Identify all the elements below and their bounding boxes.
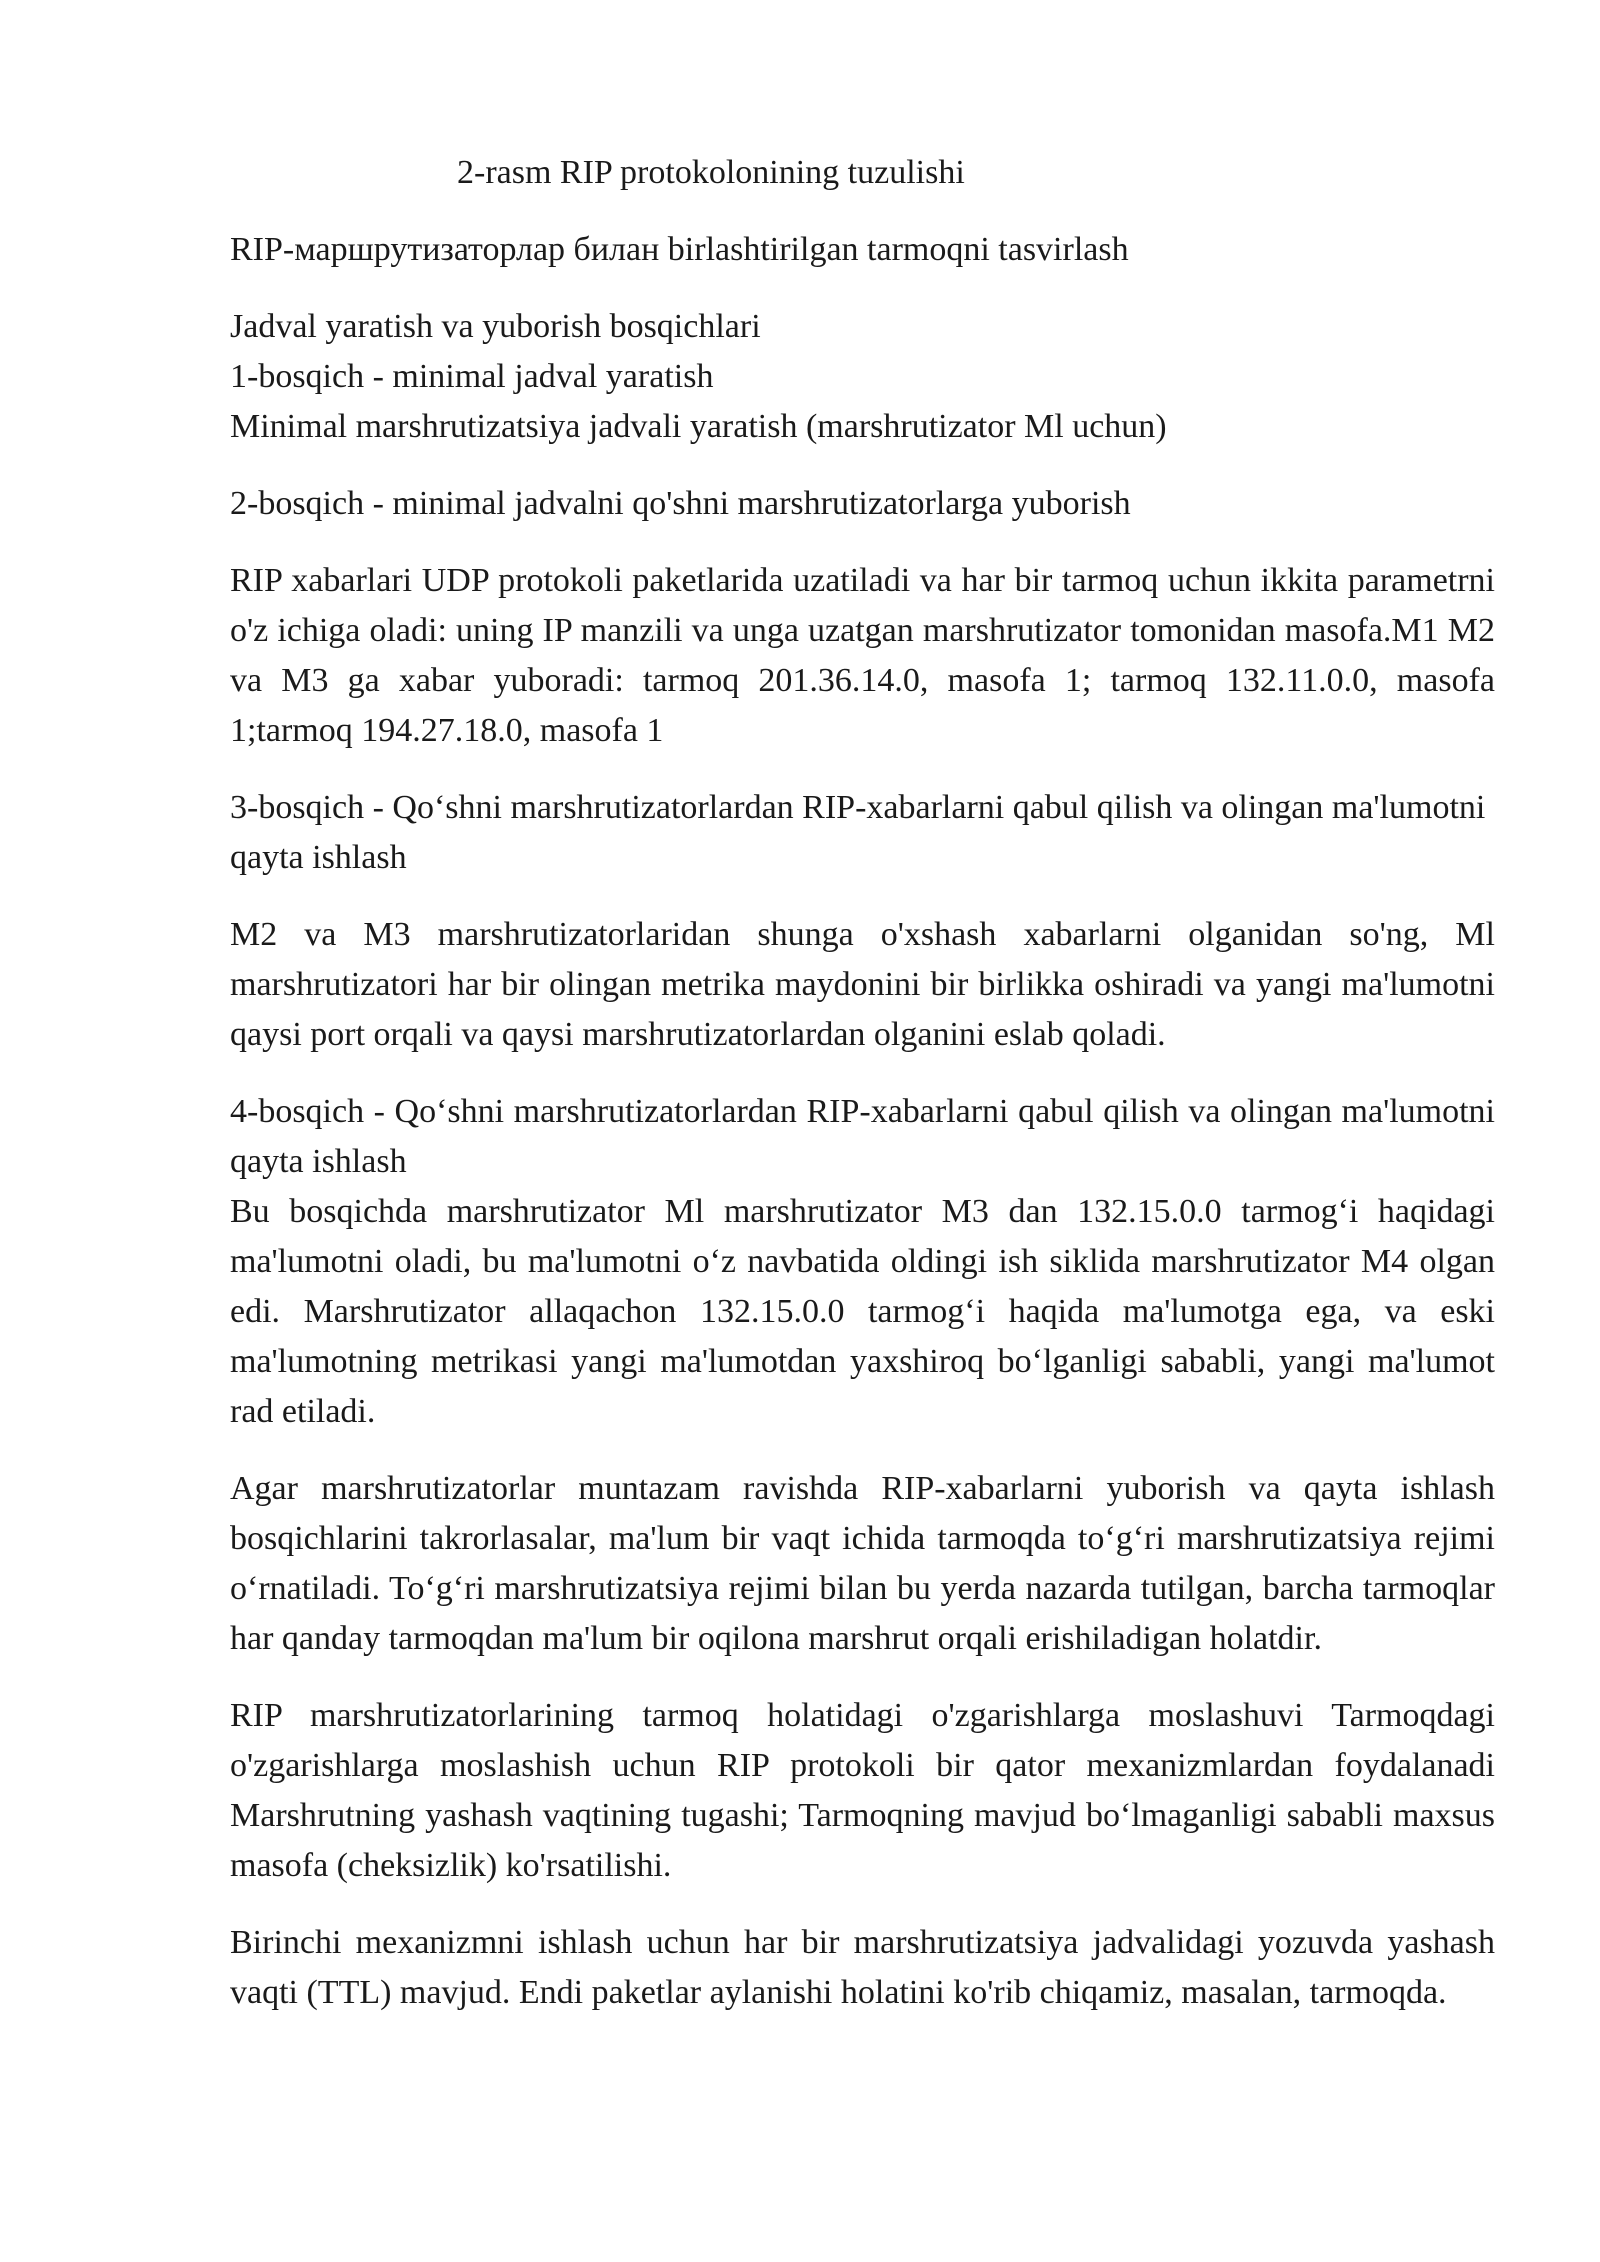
figure-caption: 2-rasm RIP protokolonining tuzulishi — [457, 154, 965, 191]
ttl-paragraph: Birinchi mexanizmni ishlash uchun har bir marshrutizatsiya jadvalidagi yozuvda yashash vaqti (TTL) mavjud. Endi paketlar aylanishi holatini ko'rib chiqamiz, masalan, tarmoqda. — [230, 1924, 1495, 2011]
step4-paragraph: Bu bosqichda marshrutizator Ml marshrutizator M3 dan 132.15.0.0 tarmog‘i haqidagi ma'lumotni oladi, bu ma'lumotni o‘z navbatida oldingi ish siklida marshrutizator M4 olgan edi. Marshrutizator allaqachon 132.15.0.0 tarmog‘i haqida ma'lumotga ega, va eski ma'lumotning metrikasi yangi ma'lumotdan yaxshiroq bo‘lganligi sababli, yangi ma'lumot rad etiladi. — [230, 1193, 1495, 1430]
adaptation-paragraph: RIP marshrutizatorlarining tarmoq holatidagi o'zgarishlarga moslashuvi Tarmoqdagi o'zgarishlarga moslashish uchun RIP protokoli bir qator mexanizmlardan foydalanadi Marshrutning yashash vaqtining tugashi; Tarmoqning mavjud bo‘lmaganligi sababli maxsus masofa (cheksizlik) ko'rsatilishi. — [230, 1697, 1495, 1884]
step3-title: 3-bosqich - Qo‘shni marshrutizatorlardan RIP-xabarlarni qabul qilish va olingan ma'lumotni qayta ishlash — [230, 789, 1486, 876]
steps-block — [230, 302, 1495, 452]
steps-heading: Jadval yaratish va yuborish bosqichlari — [230, 308, 761, 345]
step2-title: 2-bosqich - minimal jadvalni qo'shni marshrutizatorlarga yuborish — [230, 485, 1131, 522]
step2-paragraph: RIP xabarlari UDP protokoli paketlarida uzatiladi va har bir tarmoq uchun ikkita parametrni o'z ichiga oladi: uning IP manzili va unga uzatgan marshrutizator tomonidan masofa.M1 M2 va M3 ga xabar yuboradi: tarmoq 201.36.14.0, masofa 1; tarmoq 132.11.0.0, masofa 1;tarmoq 194.27.18.0, masofa 1 — [230, 562, 1495, 749]
network-subtitle: RIP-маршрутизаторлар билан birlashtirilgan tarmoqni tasvirlash — [230, 231, 1129, 268]
step1-title: 1-bosqich - minimal jadval yaratish — [230, 358, 714, 395]
step1-description: Minimal marshrutizatsiya jadvali yaratish (marshrutizator Ml uchun) — [230, 408, 1167, 445]
step4-block — [230, 1087, 1495, 1437]
document-page — [230, 148, 1495, 2045]
correct-routing-paragraph: Agar marshrutizatorlar muntazam ravishda RIP-xabarlarni yuborish va qayta ishlash bosqichlarini takrorlasalar, ma'lum bir vaqt ichida tarmoqda to‘g‘ri marshrutizatsiya rejimi o‘rnatiladi. To‘g‘ri marshrutizatsiya rejimi bilan bu yerda nazarda tutilgan, barcha tarmoqlar har qanday tarmoqdan ma'lum bir oqilona marshrut orqali erishiladigan holatdir. — [230, 1470, 1495, 1657]
step4-title: 4-bosqich - Qo‘shni marshrutizatorlardan RIP-xabarlarni qabul qilish va olingan ma'lumotni qayta ishlash — [230, 1093, 1495, 1180]
step3-paragraph: M2 va M3 marshrutizatorlaridan shunga o'xshash xabarlarni olganidan so'ng, Ml marshrutizatori har bir olingan metrika maydonini bir birlikka oshiradi va yangi ma'lumotni qaysi port orqali va qaysi marshrutizatorlardan olganini eslab qoladi. — [230, 916, 1495, 1053]
